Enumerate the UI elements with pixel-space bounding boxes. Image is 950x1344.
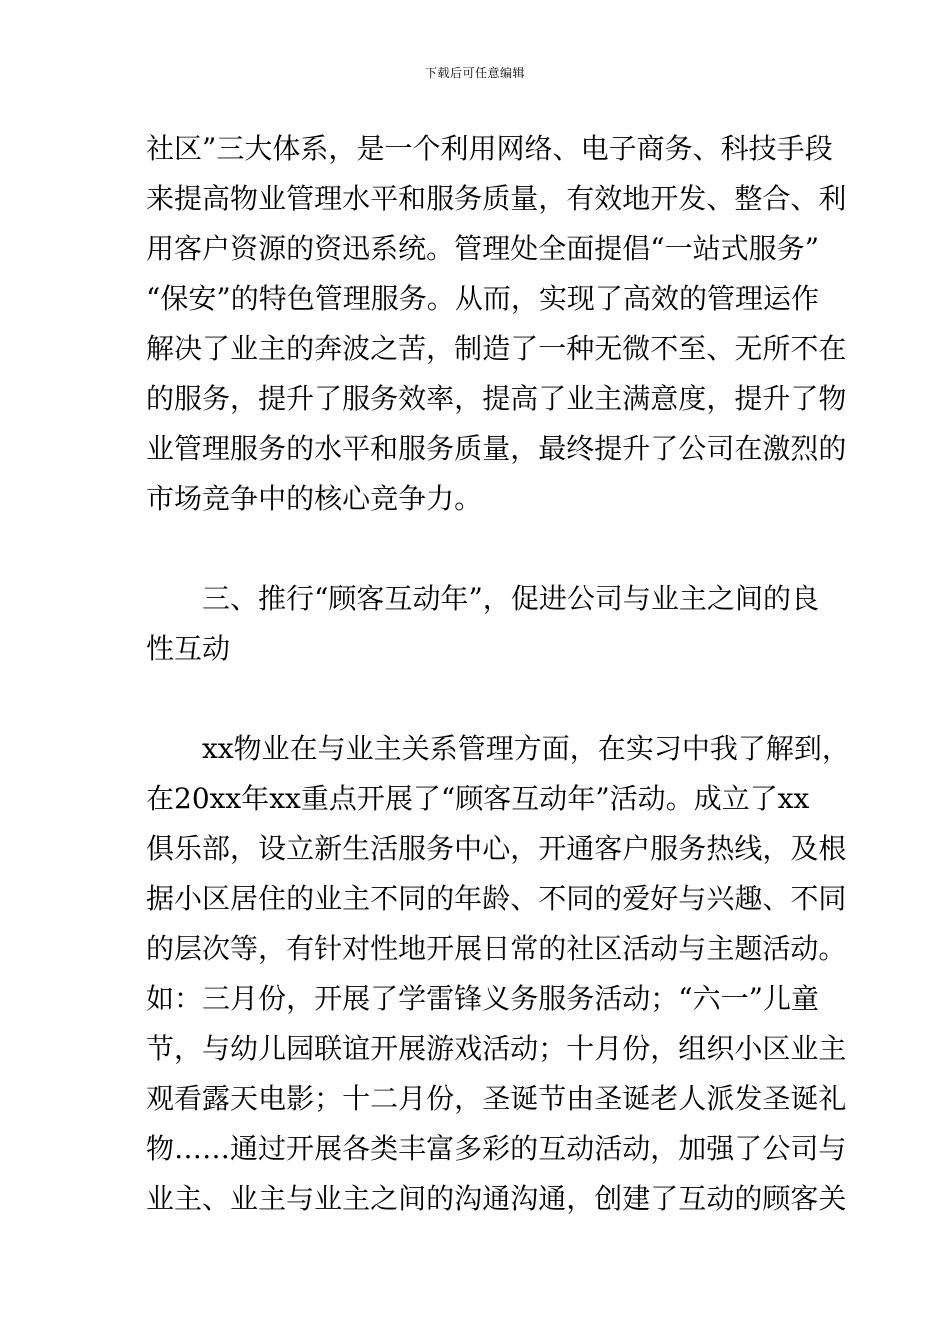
text-line: 节 ， 与 幼 儿 园 联 谊 开 展 游 戏 活 动 ； 十 月 份 ， 组 织 小 区 业 主 bbox=[146, 1032, 847, 1065]
text-line: 据 小 区 居 住 的 业 主 不 同 的 年 龄 、 不 同 的 爱 好 与 兴 趣 、 不 同 bbox=[146, 882, 847, 915]
text-line: 用 客 户 资 源 的 资 迅 系 统 。 管 理 处 全 面 提 倡 “ 一 站 式 服 务 ” bbox=[146, 232, 820, 265]
text-line: 在 20xx 年 xx 重 点 开 展 了 “ 顾 客 互 动 年 ” 活 动 。 成 立 了 xx bbox=[146, 782, 810, 815]
text-line: 社 区 ” 三 大 体 系 ， 是 一 个 利 用 网 络 、 电 子 商 务 、 科 技 手 段 bbox=[146, 132, 833, 165]
heading-line: 性 互 动 bbox=[146, 632, 231, 665]
text-line: 市 场 竞 争 中 的 核 心 竞 争 力 。 bbox=[146, 482, 483, 515]
text-line: 观 看 露 天 电 影 ； 十 二 月 份 ， 圣 诞 节 由 圣 诞 老 人 派 发 圣 诞 礼 bbox=[146, 1082, 847, 1115]
text-line: xx 物 业 在 与 业 主 关 系 管 理 方 面 ， 在 实 习 中 我 了 解 到 ， bbox=[202, 732, 850, 765]
text-line: 如 ： 三 月 份 ， 开 展 了 学 雷 锋 义 务 服 务 活 动 ； “ 六 一 ” 儿 童 bbox=[146, 982, 820, 1015]
text-line: “ 保 安 ” 的 特 色 管 理 服 务 。 从 而 ， 实 现 了 高 效 的 管 理 运 作 bbox=[146, 282, 820, 315]
text-line: 物 … … 通 过 开 展 各 类 丰 富 多 彩 的 互 动 活 动 ， 加 强 了 公 司 与 bbox=[146, 1132, 847, 1165]
text-line: 俱 乐 部 ， 设 立 新 生 活 服 务 中 心 ， 开 通 客 户 服 务 热 线 ， 及 根 bbox=[146, 832, 847, 865]
heading-line: 三 、 推 行 “ 顾 客 互 动 年 ” ， 促 进 公 司 与 业 主 之 间 的 良 bbox=[202, 582, 819, 615]
text-line: 的 服 务 ， 提 升 了 服 务 效 率 ， 提 高 了 业 主 满 意 度 ， 提 升 了 物 bbox=[146, 382, 847, 415]
text-line: 的 层 次 等 ， 有 针 对 性 地 开 展 日 常 的 社 区 活 动 与 主 题 活 动 。 bbox=[146, 932, 847, 965]
text-line: 来 提 高 物 业 管 理 水 平 和 服 务 质 量 ， 有 效 地 开 发 、 整 合 、 利 bbox=[146, 182, 847, 215]
text-line: 业 管 理 服 务 的 水 平 和 服 务 质 量 ， 最 终 提 升 了 公 司 在 激 烈 的 bbox=[146, 432, 847, 465]
text-line: 业 主 、 业 主 与 业 主 之 间 的 沟 通 沟 通 ， 创 建 了 互 动 的 顾 客 关 bbox=[146, 1182, 847, 1215]
page-header: 下载后可任意编辑 bbox=[424, 66, 525, 80]
text-line: 解 决 了 业 主 的 奔 波 之 苦 ， 制 造 了 一 种 无 微 不 至 、 无 所 不 在 bbox=[146, 332, 847, 365]
